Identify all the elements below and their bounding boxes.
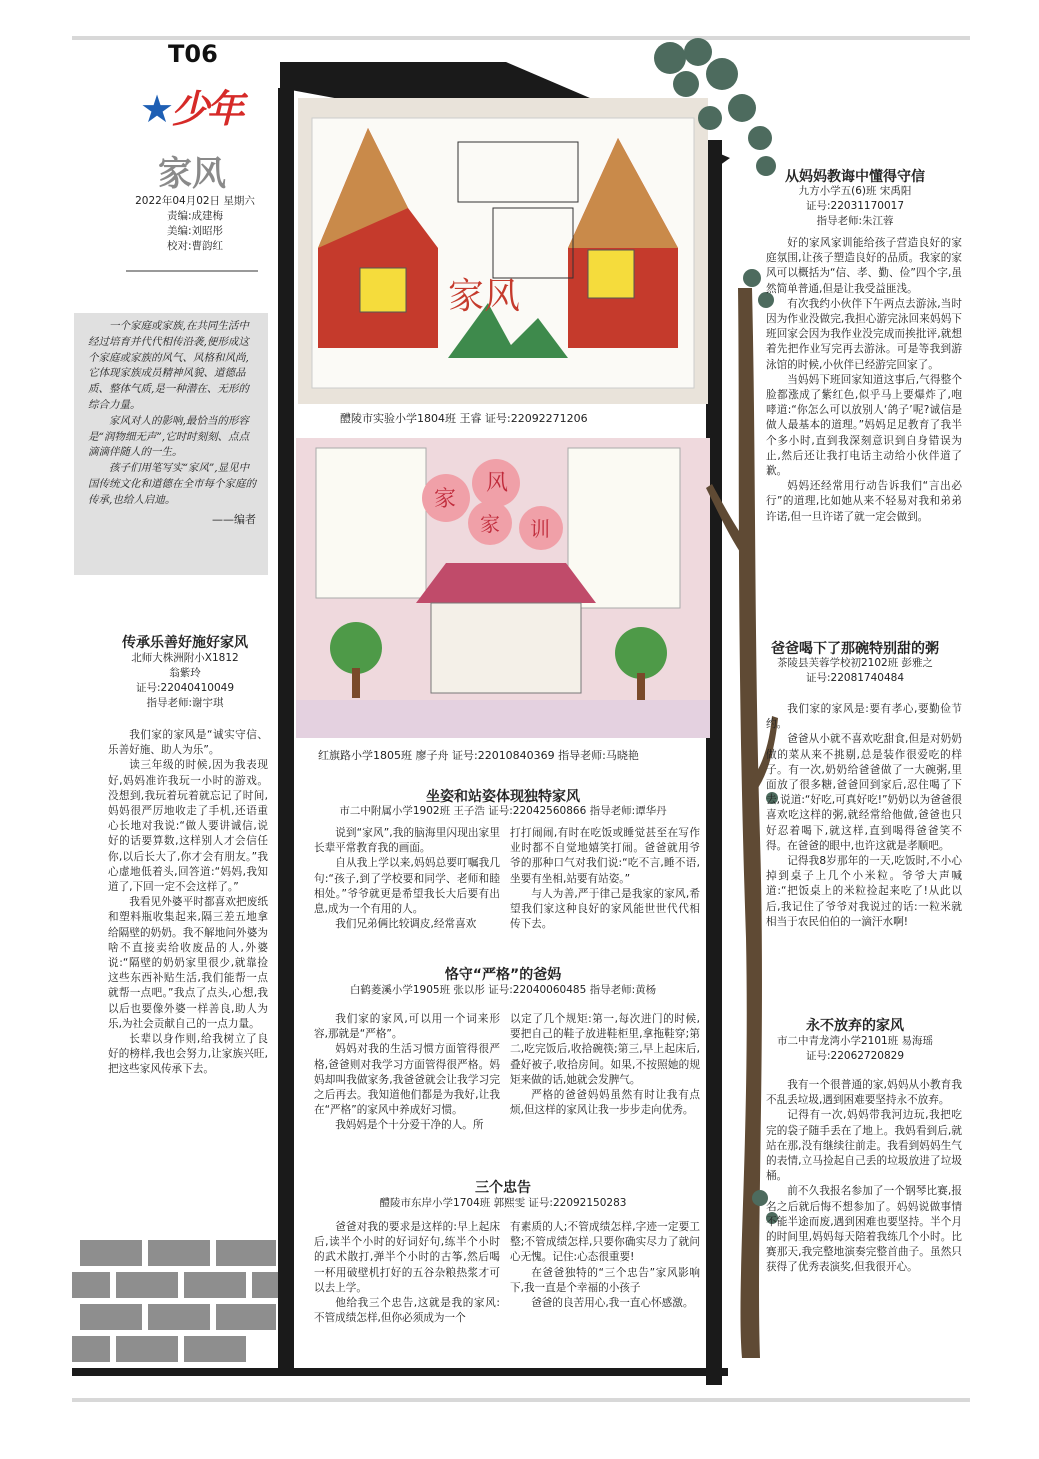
- article-paragraph: 爸爸从小就不喜欢吃甜食,但是对奶奶做的菜从来不挑剔,总是装作很爱吃的样子。有一次,奶奶给爸爸做了一大碗粥,里面放了很多糖,爸爸回到家后,忍住喝了下去,说道:“好吃,可真好吃!”奶奶以为爸爸很喜欢吃这样的粥,就经常给他做,爸爸也只好忍着喝下,就这样,直到喝得爸爸笑不得。在爸爸的眼中,也许这就是孝顺吧。: [766, 733, 962, 852]
- photo2-caption: 红旗路小学1805班 廖子舟 证号:22010840369 指导老师:马晓艳: [318, 749, 639, 762]
- article-paragraph: 打打闹闹,有时在吃饭或睡觉甚至在写作业时都不自觉地嬉笑打闹。爸爸就用爷爷的那种口气对我们说:“吃不言,睡不语,坐要有坐相,站要有站姿。”: [510, 827, 700, 885]
- article1-body: [108, 728, 268, 1078]
- logo-star-youth: ★少年: [140, 87, 242, 131]
- article-paragraph: 我们家的家风是“诚实守信、乐善好施、助人为乐”。: [108, 729, 268, 757]
- byline-line: 证号:22031170017: [805, 200, 905, 212]
- byline-line: 证号:22081740484: [805, 672, 905, 684]
- byline-line: 市二中青龙湾小学2101班 易海瑶: [776, 1035, 934, 1047]
- date-line: 2022年04月02日 星期六: [135, 195, 255, 207]
- article-paragraph: 严格的爸爸妈妈虽然有时让我有点烦,但这样的家风让我一步步走向优秀。: [510, 1089, 700, 1117]
- brick: [72, 1272, 110, 1298]
- editor-paragraph: 一个家庭或家族,在共同生活中经过培育并代代相传沿袭,便形成这个家庭或家族的风气、风格和风尚,它体现家族成员精神风貌、道德品质、整体气质,是一种潜在、无形的综合力量。: [88, 320, 249, 411]
- article7-body: [766, 1078, 962, 1276]
- brick: [116, 1336, 178, 1362]
- article-paragraph: 自从我上学以来,妈妈总要叮嘱我几句:“孩子,到了学校要和同学、老师和睦相处。”爷爷就更是希望我长大后要有出息,成为一个有用的人。: [314, 857, 500, 916]
- article-paragraph: 以定了几个规矩:第一,每次进门的时候,要把自己的鞋子放进鞋柜里,拿拖鞋穿;第二,吃完饭后,收拾碗筷;第三,早上起床后,叠好被子,收拾房间。如果,不按照她的规矩来做的话,她就会发脾气。: [510, 1013, 700, 1086]
- brick: [148, 1304, 210, 1330]
- brick: [184, 1336, 246, 1362]
- article6-body: [766, 702, 962, 930]
- brick: [216, 1304, 276, 1330]
- article-paragraph: 在爸爸独特的“三个忠告”家风影响下,我一直是个幸福的小孩子: [510, 1266, 700, 1294]
- section-title: 家风: [158, 154, 226, 194]
- article5-byline: [748, 184, 962, 229]
- photo1-caption: 醴陵市实验小学1804班 王睿 证号:22092271206: [340, 412, 588, 425]
- byline-line: 翁紫玲: [169, 667, 201, 679]
- article2-byline: 市二中附属小学1902班 王子浩 证号:22042560866 指导老师:谭华丹: [339, 805, 667, 817]
- article-paragraph: 他给我三个忠告,这就是我的家风:不管成绩怎样,但你必须成为一个: [314, 1297, 500, 1325]
- byline-line: 证号:22062720829: [805, 1050, 905, 1062]
- byline-line: 茶陵县芙蓉学校初2102班 彭雅之: [776, 657, 934, 669]
- page-number: T06: [168, 40, 218, 68]
- balloon-text-3: 家: [480, 512, 500, 536]
- article1-byline: [92, 651, 278, 711]
- article-paragraph: 我有一个很普通的家,妈妈从小教育我不乱丢垃圾,遇到困难要坚持永不放弃。: [766, 1079, 962, 1107]
- article-paragraph: 读三年级的时候,因为我表现好,妈妈准许我玩一小时的游戏。没想到,我玩着玩着就忘记了时间,妈妈很严厉地收走了手机,还语重心长地对我说:“做人要讲诚信,说好的话要算数,这样别人才会信任你,以后长大了,你才会有朋友。”我心虚地低着头,回答道:“妈妈,我知道了,下回一定不会这样了。”: [108, 759, 268, 894]
- house-wall-left: [278, 88, 294, 1376]
- article4-col1: [314, 1220, 500, 1326]
- byline-line: 九方小学五(6)班 宋禹阳: [798, 185, 912, 197]
- article-paragraph: 说到“家风”,我的脑海里闪现出家里长辈平常教育我的画面。: [314, 827, 500, 855]
- brick: [216, 1240, 276, 1266]
- article-paragraph: 我们兄弟俩比较调皮,经常喜欢: [335, 918, 477, 931]
- designer-line: 美编:刘昭彤: [166, 225, 224, 237]
- editor-line: 责编:成建梅: [166, 210, 224, 222]
- brick: [148, 1240, 210, 1266]
- brick: [80, 1240, 142, 1266]
- editor-signature: ——编者: [212, 512, 256, 526]
- balloon-text-4: 训: [530, 517, 550, 541]
- meta-divider: [126, 264, 258, 272]
- brick: [116, 1272, 178, 1298]
- article-paragraph: 我妈妈是个十分爱干净的人。所: [335, 1119, 484, 1132]
- brick: [252, 1272, 278, 1298]
- article-paragraph: 记得有一次,妈妈带我河边玩,我把吃完的袋子随手丢在了地上。我妈看到后,就站在那,没有继续往前走。我看到妈妈生气的表情,立马捡起自己丢的垃圾放进了垃圾桶。: [766, 1109, 962, 1183]
- article2-title: 坐姿和站姿体现独特家风: [426, 789, 580, 805]
- brick: [72, 1336, 110, 1362]
- drawing-text-home: 家风: [448, 276, 521, 317]
- article-paragraph: 有次我约小伙伴下午两点去游泳,当时因为作业没做完,我担心游完泳回来妈妈下班回家会因为我作业没完成而挨批评,就想着先把作业写完再去游泳。可是等我到游泳馆的时候,小伙伴已经游完回家了。: [766, 297, 962, 371]
- brick: [184, 1272, 246, 1298]
- brick: [80, 1304, 142, 1330]
- article-paragraph: 好的家风家训能给孩子营造良好的家庭氛围,让孩子塑造良好的品质。我家的家风可以概括为“信、孝、勤、俭”四个字,虽然简单普通,但是让我受益匪浅。: [766, 237, 962, 295]
- article-paragraph: 爸爸对我的要求是这样的:早上起床后,读半个小时的好词好句,练半个小时的武术散打,弹半个小时的古筝,然后喝一杯用破壁机打好的五谷杂粮热浆才可以去上学。: [314, 1221, 500, 1294]
- article5-body: [766, 236, 962, 525]
- article-paragraph: 长辈以身作则,给我树立了良好的榜样,我也会努力,让家族兴旺,把这些家风传承下去。: [108, 1033, 268, 1076]
- balloon-text-2: 风: [486, 471, 509, 496]
- byline-line: 指导老师:谢宇琪: [146, 697, 224, 709]
- article-paragraph: 妈妈对我的生活习惯方面管得很严格,爸爸则对我学习方面管得很严格。妈妈却叫我做家务,我爸爸就会让我学习完之后再去。我知道他们都是为我好,让我在“严格”的家风中养成好习惯。: [314, 1043, 500, 1117]
- balloon-text-1: 家: [434, 487, 457, 512]
- article-paragraph: 有素质的人;不管成绩怎样,字迹一定要工整;不管成绩怎样,只要你确实尽力了就问心无愧。记住:心态很重要!: [510, 1221, 700, 1264]
- article-paragraph: 与人为善,严于律己是我家的家风,希望我们家这种良好的家风能世世代代相传下去。: [510, 887, 700, 931]
- article-paragraph: 爸爸的良苦用心,我一直心怀感激。: [531, 1297, 694, 1310]
- proofreader-line: 校对:曹韵红: [166, 240, 224, 252]
- article3-byline: 白鹤菱溪小学1905班 张以彤 证号:22040060485 指导老师:黄杨: [349, 984, 657, 996]
- tree-illustration: [640, 38, 780, 1398]
- article-paragraph: 记得我8岁那年的一天,吃饭时,不小心掉到桌子上几个小米粒。爷爷大声喊道:“把饭桌上的米粒捡起来吃了!从此以后,我记住了爷爷对我说过的话:一粒米就相当于农民伯伯的一滴汗水啊!: [766, 855, 962, 928]
- editor-paragraph: 孩子们用笔写实“家风”,显见中国传统文化和道德在全市每个家庭的传承,也给人启迪。: [88, 462, 256, 506]
- byline-line: 北师大株洲附小X1812: [131, 652, 239, 664]
- article4-byline: 醴陵市东岸小学1704班 郭熙雯 证号:22092150283: [379, 1197, 627, 1209]
- bottom-rule: [72, 1398, 970, 1402]
- article-paragraph: 我们家的家风,可以用一个词来形容,那就是“严格”。: [314, 1013, 500, 1041]
- article6-title: 爸爸喝下了那碗特别甜的粥: [771, 641, 939, 657]
- byline-line: 指导老师:朱江蓉: [816, 215, 894, 227]
- article-paragraph: 前不久我报名参加了一个钢琴比赛,报名之后就后悔不想参加了。妈妈说做事情不能半途而废,遇到困难也要坚持。半个月的时间里,妈妈每天陪着我练几个小时。比赛那天,我完整地演奏完整首曲子。虽然只获得了优秀表演奖,但我很开心。: [766, 1185, 962, 1274]
- masthead-meta: [120, 194, 270, 254]
- editor-note: [74, 313, 268, 575]
- article3-title: 恪守“严格”的爸妈: [444, 967, 562, 983]
- article-paragraph: 我看见外婆平时都喜欢把废纸和塑料瓶收集起来,隔三差五地拿给隔壁的奶奶。我不解地问外婆为啥不直接卖给收废品的人,外婆说:“隔壁的奶奶家里很少,就靠捡这些东西补贴生活,我们能帮一点就帮一点吧。”我点了点头,心想,我以后也要像外婆一样善良,助人为乐,为社会贡献自己的一点力量。: [108, 896, 268, 1030]
- article-paragraph: 我们家的家风是:要有孝心,要勤俭节约。: [766, 703, 962, 731]
- article1-title: 传承乐善好施好家风: [122, 635, 248, 651]
- brick-wall: [72, 1236, 278, 1368]
- article-paragraph: 妈妈还经常用行动告诉我们“言出必行”的道理,比如她从来不轻易对我和弟弟许诺,但一旦许诺了就一定会做到。: [766, 480, 962, 523]
- article-paragraph: 当妈妈下班回家知道这事后,气得整个脸都涨成了紫红色,似乎马上要爆炸了,咆哮道:“你怎么可以放别人‘鸽子’呢?诚信是做人最基本的道理。”妈妈足足教育了我半个多小时,直到我深刻意识到自身错误为止,然后还让我打电话主动给小伙伴道了歉。: [766, 373, 962, 478]
- article6-byline: [748, 656, 962, 686]
- byline-line: 证号:22040410049: [135, 682, 235, 694]
- house-floor: [72, 1368, 728, 1376]
- editor-paragraph: 家风对人的影响,最恰当的形容是“润物细无声”,它时时刻刻、点点滴滴伴随人的一生。: [88, 414, 250, 459]
- article3-col1: [314, 1012, 500, 1134]
- article5-title: 从妈妈教诲中懂得守信: [785, 169, 925, 185]
- article7-byline: [748, 1034, 962, 1064]
- article7-title: 永不放弃的家风: [806, 1018, 904, 1034]
- article4-title: 三个忠告: [475, 1180, 531, 1196]
- article2-col1: [314, 826, 500, 932]
